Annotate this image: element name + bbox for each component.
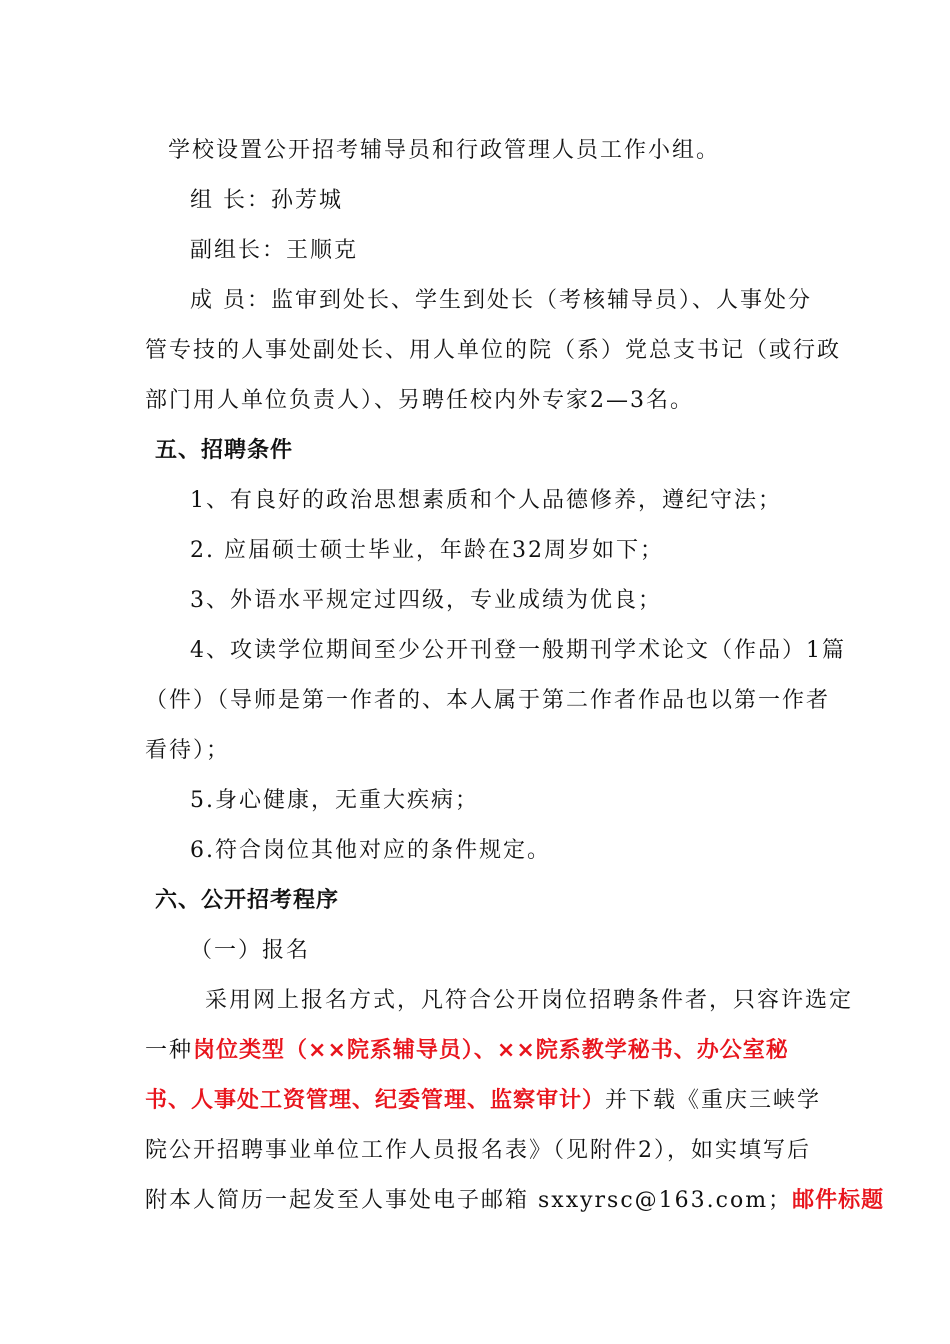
highlight-text: 岗位类型（××院系辅导员）、××院系教学秘书、办公室秘 <box>193 1038 789 1063</box>
condition-item-4-cont-2: 看待）； <box>145 738 231 763</box>
condition-item-2: 2. 应届硕士硕士毕业，年龄在32周岁如下； <box>190 538 664 563</box>
condition-item-5: 5.身心健康，无重大疾病； <box>190 788 479 813</box>
highlight-text: 书、人事处工资管理、纪委管理、监察审计） <box>145 1088 606 1113</box>
condition-item-6: 6.符合岗位其他对应的条件规定。 <box>190 838 551 863</box>
subsection-heading-registration: （一）报名 <box>190 938 311 963</box>
condition-item-4: 4、攻读学位期间至少公开刊登一般期刊学术论文（作品）1篇 <box>190 638 846 663</box>
deputy-leader-line: 副组长：王顺克 <box>190 238 359 263</box>
condition-item-4-cont-1: （件）（导师是第一作者的、本人属于第二作者作品也以第一作者 <box>145 688 831 713</box>
members-line-cont-1: 管专技的人事处副处长、用人单位的院（系）党总支书记（或行政 <box>145 338 842 363</box>
text-segment: 一种 <box>145 1038 194 1063</box>
section-heading-procedure: 六、公开招考程序 <box>155 888 340 913</box>
condition-item-3: 3、外语水平规定过四级，专业成绩为优良； <box>190 588 662 613</box>
paragraph-intro: 学校设置公开招考辅导员和行政管理人员工作小组。 <box>168 138 721 163</box>
registration-paragraph-line-3 <box>145 1086 821 1116</box>
section-heading-conditions: 五、招聘条件 <box>155 438 294 463</box>
condition-item-1: 1、有良好的政治思想素质和个人品德修养，遵纪守法； <box>190 488 782 513</box>
members-line-cont-2: 部门用人单位负责人）、另聘任校内外专家2—3名。 <box>145 388 694 413</box>
registration-paragraph-line-4: 院公开招聘事业单位工作人员报名表》（见附件2），如实填写后 <box>145 1138 811 1163</box>
text-segment: 并下载《重庆三峡学 <box>605 1088 822 1113</box>
registration-paragraph-line-2 <box>145 1036 789 1066</box>
group-leader-line: 组 长：孙芳城 <box>190 188 343 213</box>
members-line: 成 员：监审到处长、学生到处长（考核辅导员）、人事处分 <box>190 288 812 313</box>
registration-paragraph-line-5 <box>145 1186 884 1216</box>
text-segment: 附本人简历一起发至人事处电子邮箱 sxxyrsc@163.com； <box>145 1188 793 1213</box>
registration-paragraph-line-1: 采用网上报名方式，凡符合公开岗位招聘条件者，只容许选定 <box>205 988 854 1013</box>
highlight-text: 邮件标题 <box>792 1188 885 1213</box>
